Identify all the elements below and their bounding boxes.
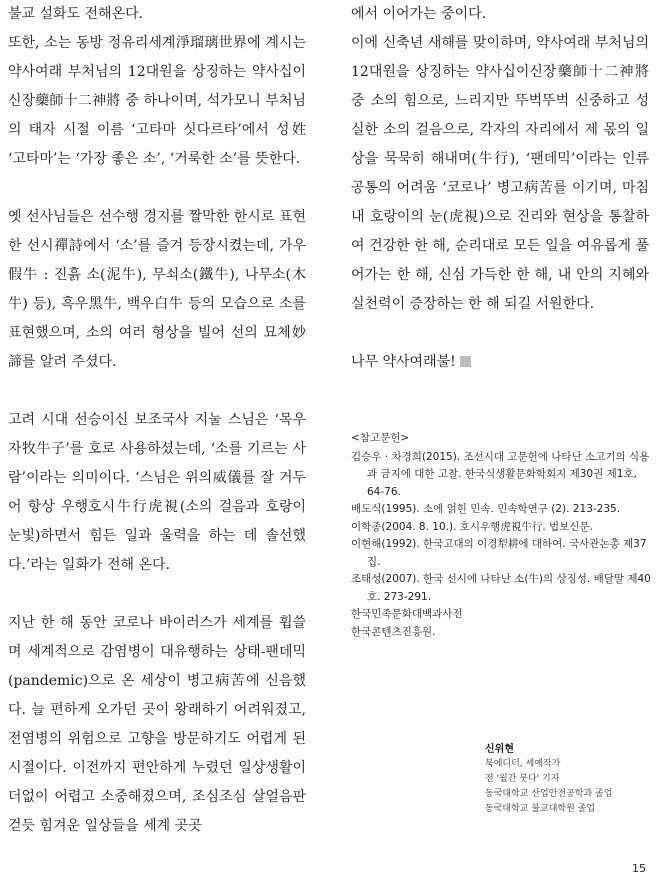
- reference-item: 한국민족문화대백과사전: [351, 608, 463, 620]
- author-bio-line: 전 '월간 붓다' 기자: [485, 774, 560, 784]
- paragraph-spacer: [8, 377, 306, 406]
- reference-item: 이학종(2004. 8. 10.). 호시우행虎視牛行. 법보신문.: [351, 520, 593, 533]
- references-heading: <참고문헌>: [351, 432, 410, 444]
- author-bio: [485, 742, 655, 817]
- paragraph-medicine-buddha-ox: 또한, 소는 동방 정유리세계淨瑠璃世界에 계시는 약사여래 부처님의 12대원을 상징하는 약사십이신장藥師十二神將 중 하나이며, 석가모니 부처님의 태자 시절 이름 ‘고타마 싯다르타’에서 성姓 ‘고타마’는 ‘가장 좋은 소’, ‘거룩한 소’를 뜻한다.: [8, 35, 306, 167]
- author-bio-line: 동국대학교 불교대학원 졸업: [485, 804, 596, 814]
- reference-item: 한국콘텐츠진흥원.: [351, 625, 436, 638]
- author-name: 신위현: [485, 744, 514, 755]
- right-text-column: [351, 0, 649, 377]
- reference-item: 김승우 · 차경희(2015). 조선시대 고문헌에 나타난 소고기의 식용과 금지에 대한 고찰. 한국식생활문화학회지 제30권 제1호, 64-76.: [351, 450, 650, 498]
- reference-item: 조태성(2007). 한국 선시에 나타난 소(牛)의 상징성. 배달말 제40호. 273-291.: [351, 573, 651, 603]
- paragraph-bojo-jinul: 고려 시대 선승이신 보조국사 지눌 스님은 ‘목우자牧牛子’를 호로 사용하셨는데, ‘소를 기르는 사람’이라는 의미이다. ‘스님은 위의威儀를 잘 거두어 항상 우행호시牛行虎視(소의 걸음과 호랑이 눈빛)하면서 힘든 일과 울력을 하는 데 솔선했다.’라는 일화가 전해 온다.: [8, 412, 306, 573]
- paragraph-continuation: 에서 이어가는 중이다.: [351, 6, 487, 22]
- references-section: [351, 430, 651, 641]
- author-bio-line: 북에디터, 세예작가: [485, 759, 561, 769]
- paragraph-spacer: [351, 319, 649, 348]
- author-bio-line: 동국대학교 산업안전공학과 졸업: [485, 789, 613, 799]
- left-text-column: [8, 0, 306, 841]
- paragraph-closing-prayer: [351, 348, 649, 377]
- paragraph-new-year-wish: 이에 신축년 새해를 맞이하며, 약사여래 부처님의 12대원을 상징하는 약사십이신장藥師十二神將 중 소의 힘으로, 느리지만 뚜벅뚜벅 신중하고 성실한 소의 걸음으로, 각자의 자리에서 제 몫의 일상을 묵묵히 해내며(牛行), ‘팬데믹’이라는 인류 공통의 어려움 ‘코로나’ 병고病苦를 이기며, 마침내 호랑이의 눈(虎視)으로 진리와 현상을 통찰하여 건강한 한 해, 순리대로 모든 일을 여유롭게 풀어가는 한 해, 신심 가득한 한 해, 내 안의 지혜와 실천력이 증장하는 한 해 되길 서원한다.: [351, 35, 649, 312]
- paragraph-pandemic: 지난 한 해 동안 코로나 바이러스가 세계를 휩쓸며 세계적으로 감염병이 대유행하는 상태-팬데믹(pandemic)으로 온 세상이 병고病苦에 신음했다. 늘 편하게 오가던 곳이 왕래하기 어려워졌고, 전염병의 위험으로 고향을 방문하기도 어렵게 된 시절이다. 이전까지 편안하게 누렸던 일상생활이 더없이 어렵고 소중해졌으며, 조심조심 살얼음판 걷듯 힘겨운 일상들을 세계 곳곳: [8, 615, 306, 834]
- reference-item: 배도식(1995). 소에 얽힌 민속. 민속학연구 (2). 213-235.: [351, 503, 621, 515]
- paragraph-buddhist-tale: 불교 설화도 전해온다.: [8, 6, 144, 22]
- paragraph-spacer: [8, 174, 306, 203]
- paragraph-spacer: [8, 580, 306, 609]
- end-mark-square-icon: [460, 356, 471, 367]
- closing-prayer-text: 나무 약사여래불!: [351, 354, 456, 370]
- paragraph-zen-poems: 옛 선사님들은 선수행 경지를 짤막한 한시로 표현한 선시禪詩에서 ‘소’를 즐겨 등장시켰는데, 가우假牛 : 진흙 소(泥牛), 무쇠소(鐵牛), 나무소(木牛) 등), 흑우黑牛, 백우白牛 등의 모습으로 소를 표현했으며, 소의 여러 형상을 빌어 선의 묘체妙諦를 알려 주셨다.: [8, 209, 306, 370]
- page-number: 15: [632, 862, 646, 875]
- reference-item: 이현해(1992). 한국고대의 이경犁耕에 대하여. 국사관논총 제37집.: [351, 538, 647, 568]
